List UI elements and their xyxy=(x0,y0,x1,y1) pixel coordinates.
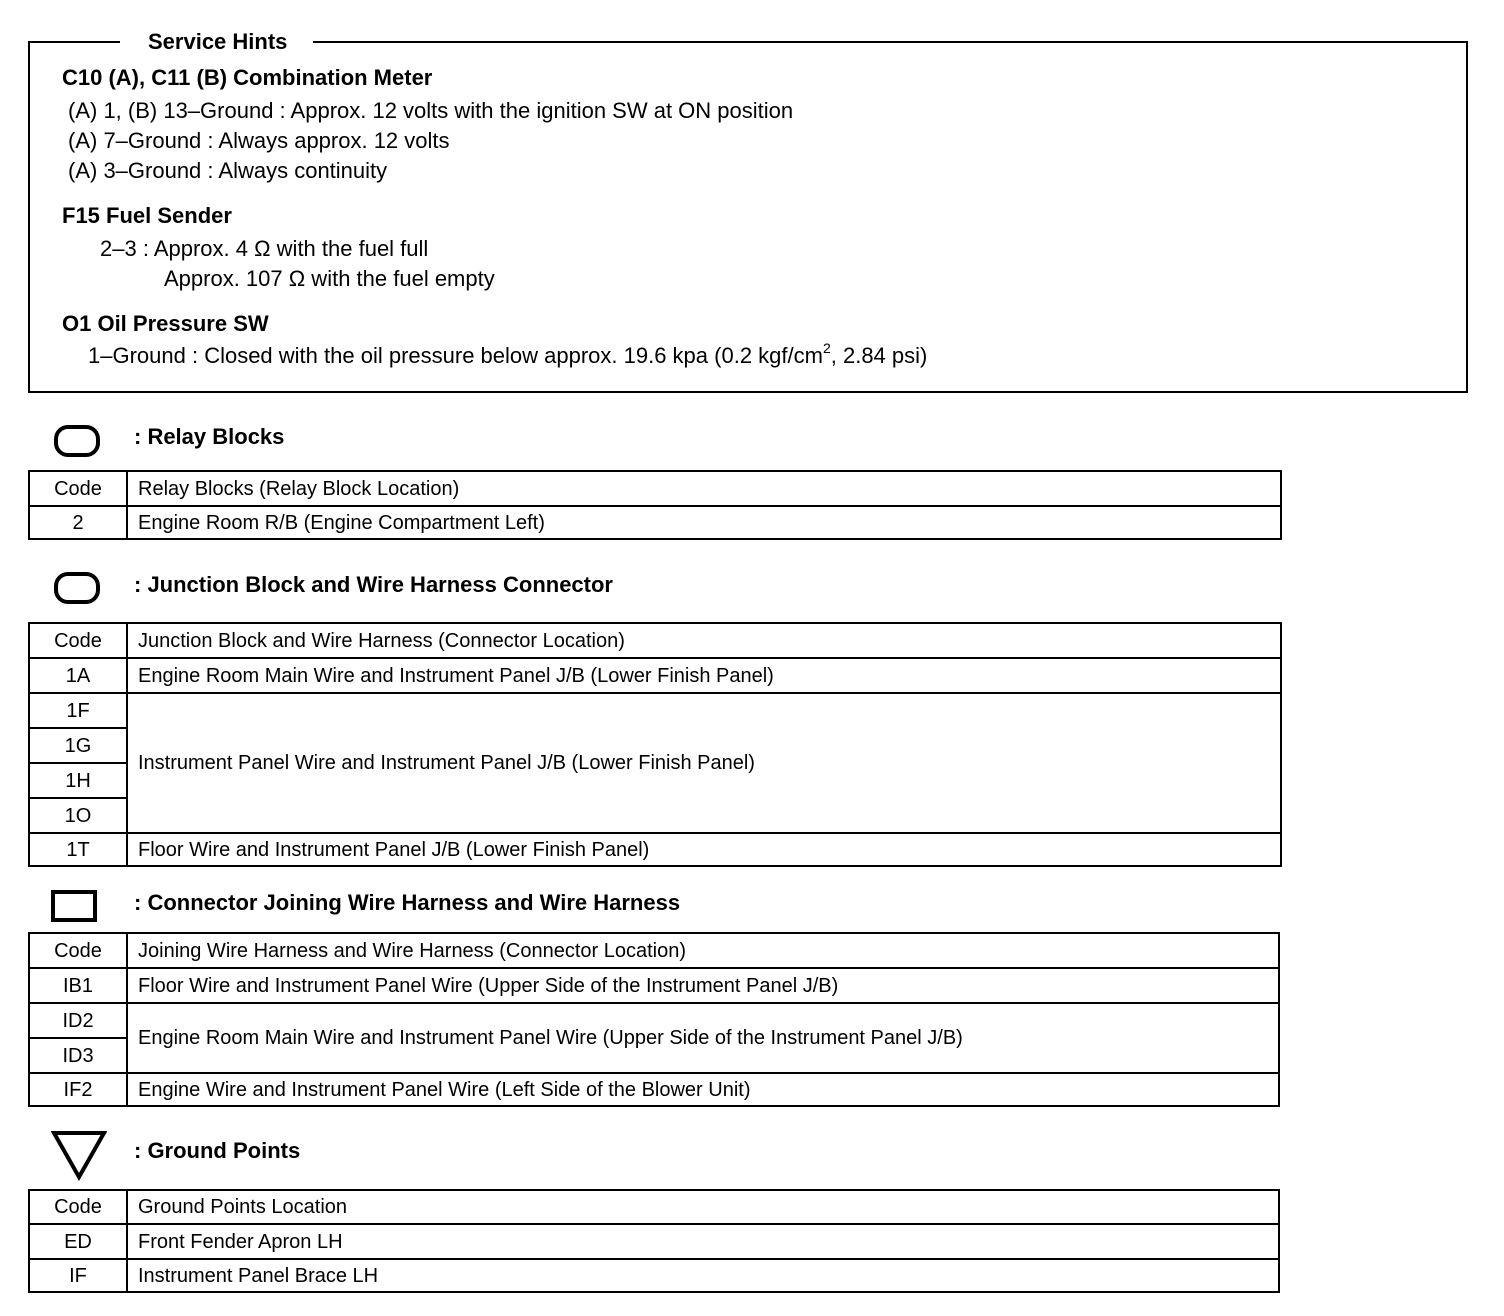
header-cell: Relay Blocks (Relay Block Location) xyxy=(127,471,1281,506)
rounded-rectangle-icon xyxy=(54,425,100,457)
code-cell: 1A xyxy=(29,658,127,693)
rounded-rectangle-icon xyxy=(54,572,100,604)
header-cell: Junction Block and Wire Harness (Connector Location) xyxy=(127,623,1281,658)
hint-line: 2–3 : Approx. 4 Ω with the fuel full xyxy=(100,236,429,261)
junction-blocks-table xyxy=(28,622,1282,867)
ground-points-title: : Ground Points xyxy=(134,1138,301,1163)
code-cell: IB1 xyxy=(29,968,127,1003)
connectors-title: : Connector Joining Wire Harness and Wire Harness xyxy=(134,890,681,915)
hint-line: Approx. 107 Ω with the fuel empty xyxy=(164,266,495,291)
desc-cell: Engine Room Main Wire and Instrument Panel Wire (Upper Side of the Instrument Panel J/B) xyxy=(127,1003,1279,1073)
header-cell: Ground Points Location xyxy=(127,1190,1279,1224)
code-cell: 1H xyxy=(29,763,127,798)
code-cell: 1F xyxy=(29,693,127,728)
table-row xyxy=(29,693,1281,728)
triangle-down-icon xyxy=(51,1130,107,1182)
table-row xyxy=(29,968,1279,1003)
code-cell: 1T xyxy=(29,833,127,866)
rectangle-icon xyxy=(51,890,97,922)
header-cell: Joining Wire Harness and Wire Harness (Connector Location) xyxy=(127,933,1279,968)
table-row xyxy=(29,1259,1279,1292)
desc-cell: Instrument Panel Wire and Instrument Panel J/B (Lower Finish Panel) xyxy=(127,693,1281,833)
code-cell: IF xyxy=(29,1259,127,1292)
table-header-row xyxy=(29,471,1281,506)
hint-line-oil-pressure: 1–Ground : Closed with the oil pressure below approx. 19.6 kpa (0.2 kgf/$cm^2$, 2.84 psi) xyxy=(88,339,928,368)
desc-cell: Engine Room Main Wire and Instrument Panel J/B (Lower Finish Panel) xyxy=(127,658,1281,693)
hint-heading-fuel-sender: F15 Fuel Sender xyxy=(62,203,232,228)
table-row xyxy=(29,1224,1279,1259)
table-row xyxy=(29,658,1281,693)
code-cell: ID3 xyxy=(29,1038,127,1073)
code-cell: ID2 xyxy=(29,1003,127,1038)
code-cell: IF2 xyxy=(29,1073,127,1106)
table-row xyxy=(29,1003,1279,1038)
code-cell: 1O xyxy=(29,798,127,833)
code-cell: ED xyxy=(29,1224,127,1259)
desc-cell: Front Fender Apron LH xyxy=(127,1224,1279,1259)
table-header-row xyxy=(29,623,1281,658)
desc-cell: Engine Wire and Instrument Panel Wire (Left Side of the Blower Unit) xyxy=(127,1073,1279,1106)
relay-blocks-table xyxy=(28,470,1282,540)
hint-line: (A) 3–Ground : Always continuity xyxy=(68,158,388,183)
service-hints-box xyxy=(28,29,1468,393)
hint-heading-combination-meter: C10 (A), C11 (B) Combination Meter xyxy=(62,65,433,90)
table-row xyxy=(29,506,1281,539)
table-row xyxy=(29,833,1281,866)
desc-cell: Instrument Panel Brace LH xyxy=(127,1259,1279,1292)
ground-points-table xyxy=(28,1189,1280,1293)
hint-line: (A) 7–Ground : Always approx. 12 volts xyxy=(68,128,450,153)
table-row xyxy=(29,1073,1279,1106)
hint-heading-oil-pressure-sw: O1 Oil Pressure SW xyxy=(62,311,269,336)
connectors-table xyxy=(28,932,1280,1107)
desc-cell: Engine Room R/B (Engine Compartment Left) xyxy=(127,506,1281,539)
header-cell: Code xyxy=(29,1190,127,1224)
desc-cell: Floor Wire and Instrument Panel Wire (Upper Side of the Instrument Panel J/B) xyxy=(127,968,1279,1003)
header-cell: Code xyxy=(29,933,127,968)
junction-blocks-title: : Junction Block and Wire Harness Connector xyxy=(134,572,613,597)
desc-cell: Floor Wire and Instrument Panel J/B (Lower Finish Panel) xyxy=(127,833,1281,866)
relay-blocks-title: : Relay Blocks xyxy=(134,424,285,449)
hint-line: (A) 1, (B) 13–Ground : Approx. 12 volts with the ignition SW at ON position xyxy=(68,98,794,123)
service-hints-title: Service Hints xyxy=(120,29,313,55)
code-cell: 2 xyxy=(29,506,127,539)
header-cell: Code xyxy=(29,623,127,658)
code-cell: 1G xyxy=(29,728,127,763)
header-cell: Code xyxy=(29,471,127,506)
table-header-row xyxy=(29,933,1279,968)
table-header-row xyxy=(29,1190,1279,1224)
